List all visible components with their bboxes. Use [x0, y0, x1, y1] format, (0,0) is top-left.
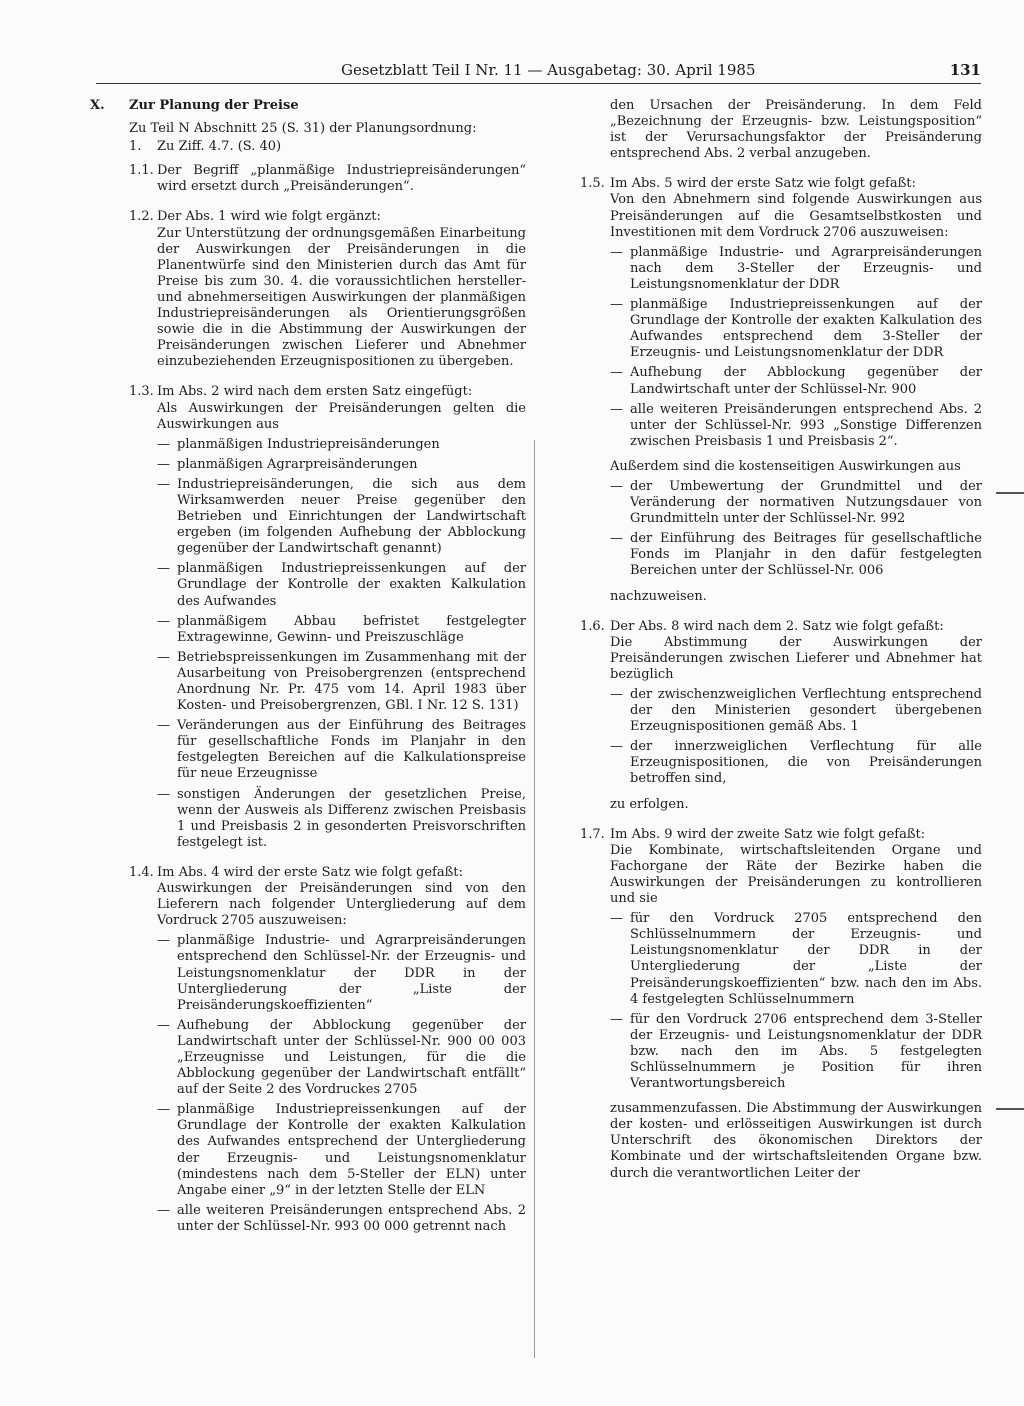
paragraph-heading: Im Abs. 2 wird nach dem ersten Satz eingefügt:	[157, 384, 473, 400]
paragraph-heading: Im Abs. 4 wird der erste Satz wie folgt gefaßt:	[157, 864, 463, 880]
list-item: — der zwischenzweiglichen Verflechtung entsprechend der den Ministerien gesondert übergebenen Erzeugnispositionen gemäß Abs. 1	[610, 687, 982, 735]
paragraph-number: 1.2.	[129, 209, 154, 225]
list-item: — planmäßige Industriepreissenkungen auf der Grundlage der Kontrolle der exakten Kalkulation des Aufwandes entsprechend dem 3-Steller der Erzeugnis- und Leistungsnomenklatur der DDR	[610, 297, 982, 361]
section-heading	[90, 98, 526, 114]
paragraph-lead: Von den Abnehmern sind folgende Auswirkungen aus Preisänderungen auf die Gesamtselbstkosten und Investitionen mit dem Vordruck 2706 auszuweisen:	[610, 192, 982, 240]
list-item: — Industriepreisänderungen, die sich aus dem Wirksamwerden neuer Preise gegenüber den Betrieben und Einrichtungen der Landwirtschaft ergeben (im folgenden Aufhebung der Abblockung gegenüber der Landwirtschaft genannt)	[157, 477, 526, 557]
list-item: — planmäßige Industrie- und Agrarpreisänderungen entsprechend den Schlüssel-Nr. der Erzeugnis- und Leistungsnomenklatur der DDR in der Untergliederung der „Liste der Preisänderungskoeffizienten“	[157, 933, 526, 1013]
continued-text: den Ursachen der Preisänderung. In dem Feld „Bezeichnung der Erzeugnis- bzw. Leistungsposition“ ist der Verursachungsfaktor der Preisänderung entsprechend Abs. 2 verbal anzugeben.	[610, 98, 982, 162]
left-column	[90, 98, 526, 1235]
paragraph-number: 1.	[129, 139, 142, 155]
margin-mark	[996, 1108, 1024, 1110]
section-intro: Zu Teil N Abschnitt 25 (S. 31) der Planungsordnung:	[129, 121, 477, 137]
paragraph-1-2	[90, 209, 526, 370]
paragraph-tail: zu erfolgen.	[610, 796, 689, 812]
paragraph-number: 1.7.	[580, 826, 605, 842]
paragraph-heading: Der Abs. 1 wird wie folgt ergänzt:	[157, 209, 381, 225]
list-item: — für den Vordruck 2706 entsprechend dem 3-Steller der Erzeugnis- und Leistungsnomenklatur der DDR bzw. nach den im Abs. 5 festgelegten Schlüsselnummern je Position für ihren Verantwortungsbereich	[610, 1012, 982, 1092]
paragraph-number: 1.3.	[129, 384, 154, 400]
paragraph-text: Zur Unterstützung der ordnungsgemäßen Einarbeitung der Auswirkungen der Preisänderungen in die Planentwürfe sind den Ministerien durch das Amt für Preise bis zum 30. 4. die voraussichtlichen hersteller- und abnehmerseitigen Auswirkungen der planmäßigen Industriepreisänderungen als Orientierungsgrößen sowie die in die Abstimmung der Auswirkungen der Preisänderungen zwischen Lieferer und Abnehmer einzubeziehenden Erzeugnispositionen zu übergeben.	[157, 225, 526, 370]
list-item: — der Umbewertung der Grundmittel und der Veränderung der normativen Nutzungsdauer von Grundmitteln unter der Schlüssel-Nr. 992	[610, 479, 982, 527]
page-header	[96, 62, 981, 84]
list-item: — planmäßigen Industriepreisänderungen	[157, 437, 526, 453]
paragraph-1-5	[580, 176, 982, 604]
paragraph-number: 1.6.	[580, 618, 605, 634]
paragraph-tail: nachzuweisen.	[610, 588, 707, 604]
list-item: — planmäßige Industriepreissenkungen auf der Grundlage der Kontrolle der exakten Kalkulation des Aufwandes entsprechend der Untergliederung der Erzeugnis- und Leistungsnomenklatur (mindestens nach dem 5-Steller der ELN) unter Angabe einer „9“ in der letzten Stelle der ELN	[157, 1102, 526, 1199]
list-item: — alle weiteren Preisänderungen entsprechend Abs. 2 unter der Schlüssel-Nr. 993 00 000 getrennt nach	[157, 1203, 526, 1235]
paragraph-heading: Der Abs. 8 wird nach dem 2. Satz wie folgt gefaßt:	[610, 618, 944, 634]
paragraph-text: Außerdem sind die kostenseitigen Auswirkungen aus	[610, 458, 961, 474]
paragraph-1-4	[90, 865, 526, 1235]
list-item: — Aufhebung der Abblockung gegenüber der Landwirtschaft unter der Schlüssel-Nr. 900 00 003 „Erzeugnisse und Leistungen, für die die Abblockung gegenüber der Landwirtschaft entfällt“ auf der Seite 2 des Vordruckes 2705	[157, 1018, 526, 1098]
page-number: 131	[949, 61, 981, 79]
right-column	[580, 98, 982, 1182]
list-item: — sonstigen Änderungen der gesetzlichen Preise, wenn der Ausweis als Differenz zwischen Preisbasis 1 und Preisbasis 2 in gesonderten Preisvorschriften festgelegt ist.	[157, 787, 526, 851]
list-item: — planmäßige Industrie- und Agrarpreisänderungen nach dem 3-Steller der Erzeugnis- und Leistungsnomenklatur der DDR	[610, 245, 982, 293]
list-item: — der Einführung des Beitrages für gesellschaftliche Fonds im Planjahr in den dafür festgelegten Bereichen unter der Schlüssel-Nr. 006	[610, 531, 982, 579]
paragraph-text: Der Begriff „planmäßige Industriepreisänderungen“ wird ersetzt durch „Preisänderungen“.	[157, 163, 526, 195]
margin-mark	[996, 492, 1024, 494]
list-item: — Betriebspreissenkungen im Zusammenhang mit der Ausarbeitung von Preisobergrenzen (entsprechend Anordnung Nr. Pr. 475 vom 14. April 1983 über Kosten- und Preisobergrenzen, GBl. I Nr. 12 S. 131)	[157, 650, 526, 714]
paragraph-number: 1.4.	[129, 864, 154, 880]
paragraph-text: Zu Ziff. 4.7. (S. 40)	[157, 139, 282, 155]
paragraph-1-3	[90, 384, 526, 851]
list-item: — für den Vordruck 2705 entsprechend den Schlüsselnummern der Erzeugnis- und Leistungsnomenklatur der DDR in der Untergliederung der „Liste der Preisänderungskoeffizienten“ bzw. nach den im Abs. 4 festgelegten Schlüsselnummern	[610, 911, 982, 1008]
paragraph-heading: Im Abs. 9 wird der zweite Satz wie folgt gefaßt:	[610, 826, 926, 842]
paragraph-1-1	[90, 163, 526, 195]
paragraph-1-7	[580, 827, 982, 1182]
paragraph-number: 1.1.	[129, 163, 154, 179]
paragraph-lead: Die Abstimmung der Auswirkungen der Preisänderungen zwischen Lieferer und Abnehmer hat bezüglich	[610, 634, 982, 682]
paragraph-number: 1.5.	[580, 176, 605, 192]
list-item: — alle weiteren Preisänderungen entsprechend Abs. 2 unter der Schlüssel-Nr. 993 „Sonstige Differenzen zwischen Preisbasis 1 und Preisbasis 2“.	[610, 402, 982, 450]
paragraph-tail: zusammenzufassen. Die Abstimmung der Auswirkungen der kosten- und erlösseitigen Auswirkungen ist durch Unterschrift des ökonomischen Direktors der Kombinate und der wirtschaftsleitenden Organe bzw. durch die verantwortlichen Leiter der	[610, 1101, 982, 1181]
list-item: — Aufhebung der Abblockung gegenüber der Landwirtschaft unter der Schlüssel-Nr. 900	[610, 365, 982, 397]
list-item: — planmäßigen Industriepreissenkungen auf der Grundlage der Kontrolle der exakten Kalkulation des Aufwandes	[157, 561, 526, 609]
paragraph-heading: Im Abs. 5 wird der erste Satz wie folgt gefaßt:	[610, 176, 916, 192]
list-item: — der innerzweiglichen Verflechtung für alle Erzeugnispositionen, die von Preisänderungen betroffen sind,	[610, 739, 982, 787]
list-item: — planmäßigem Abbau befristet festgelegter Extragewinne, Gewinn- und Preiszuschläge	[157, 614, 526, 646]
section-title: Zur Planung der Preise	[129, 98, 299, 113]
paragraph-lead: Als Auswirkungen der Preisänderungen gelten die Auswirkungen aus	[157, 400, 526, 432]
paragraph-lead: Die Kombinate, wirtschaftsleitenden Organe und Fachorgane der Räte der Bezirke haben die Auswirkungen der Preisänderungen zu kontrollieren und sie	[610, 842, 982, 907]
column-divider	[534, 440, 535, 1358]
list-item: — Veränderungen aus der Einführung des Beitrages für gesellschaftliche Fonds im Planjahr in den festgelegten Bereichen auf die Kalkulationspreise für neue Erzeugnisse	[157, 718, 526, 782]
header-title: Gesetzblatt Teil I Nr. 11 — Ausgabetag: 30. April 1985	[341, 61, 756, 79]
paragraph-1-6	[580, 619, 982, 813]
paragraph-1	[90, 139, 526, 155]
section-number: X.	[90, 98, 105, 113]
paragraph-lead: Auswirkungen der Preisänderungen sind von den Lieferern nach folgender Untergliederung auf dem Vordruck 2705 auszuweisen:	[157, 881, 526, 929]
list-item: — planmäßigen Agrarpreisänderungen	[157, 457, 526, 473]
